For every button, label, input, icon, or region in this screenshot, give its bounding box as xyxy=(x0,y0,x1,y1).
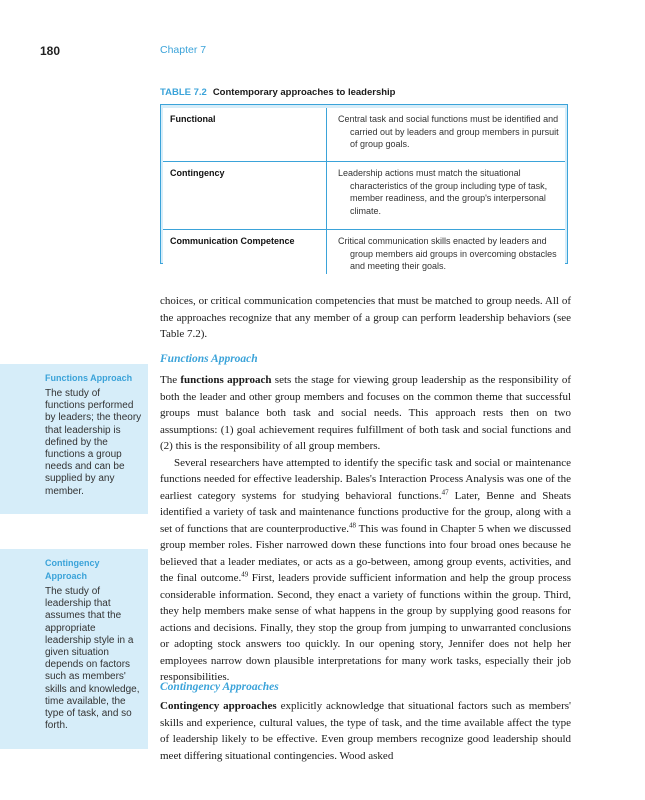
key-term-functions-approach: functions approach xyxy=(180,374,272,386)
reference-48: 48 xyxy=(349,520,356,529)
reference-47: 47 xyxy=(441,487,449,496)
text-run: First, leaders provide sufficient information and help the group process considerable information. Second, they enact a variety of functions within the group. Third, they help members make sense of what happens in the group by supplying good reasons for actions and decisions. Finally, they stop the group from jumping to unwarranted conclusions or adopting stock answers too quickly. In our opening story, Jennifer does not help her employees narrow down plausible interpretations for many work tasks, especially their job responsibilities. xyxy=(160,572,571,683)
text-run: The xyxy=(160,374,181,386)
leadership-approaches-table xyxy=(160,104,568,271)
text-run: explicitly acknowledge that situational factors such as members' skills and experience, cultural values, the type of task, and the time available affect the type of leadership likely to be effective. Even group members recognize good leadership should meet differing situational contingencies. Wood asked xyxy=(160,700,571,762)
functions-approach-body xyxy=(160,372,571,686)
intro-text: choices, or critical communication competencies that must be matched to group needs. All of the approaches recognize that any member of a group can perform leadership behaviors (see Table 7.2). xyxy=(160,295,571,340)
table-definition-contingency: Leadership actions must match the situational characteristics of the group including type of task, member readiness, and the group's interpersonal climate. xyxy=(338,168,548,216)
table-title: Contemporary approaches to leadership xyxy=(212,87,396,98)
text-run: sets the stage for viewing group leadership as the responsibility of both the leader and other group members and focuses on the common theme that successful groups must balance both task and social needs. This approach rests then on two assumptions: (1) goal achievement requires fulfillment of both task and social functions and (2) this is the responsibility of all group members. xyxy=(160,374,571,452)
glossary-definition: The study of functions performed by leaders; the theory that leadership is defined by the functions a group needs and can be supplied by any member. xyxy=(45,388,142,497)
table-row xyxy=(163,108,565,162)
glossary-definition: The study of leadership that assumes that the appropriate leadership style in a given situation depends on factors such as members' skills and knowledge, time available, the type of task, and so forth. xyxy=(45,586,140,732)
table-definition-communication-competence: Critical communication skills enacted by leaders and group members aid groups in overcoming obstacles and meeting their goals. xyxy=(338,236,557,271)
text-run: Several researchers have attempted to identify the specific task and social or maintenance functions needed for effective leadership. Bales's Interaction Process Analysis was one of the earliest category systems for studying behavioral functions. xyxy=(160,456,571,502)
table-definition xyxy=(327,108,566,162)
contingency-paragraph-1 xyxy=(160,698,571,764)
key-term-contingency-approaches: Contingency approaches xyxy=(160,700,277,712)
glossary-contingency-approach xyxy=(0,549,148,749)
text-run: This was found in Chapter 5 when we discussed group member roles. Fisher narrowed down these functions into four broad ones because he believed that a leader mediates, or acts as a go-between, among group events, activities, and the final outcome. xyxy=(160,522,571,584)
glossary-term: Contingency Approach xyxy=(45,558,100,581)
table-term-functional: Functional xyxy=(163,108,327,162)
table-term-contingency: Contingency xyxy=(163,162,327,230)
table-row xyxy=(163,230,565,275)
table-row xyxy=(163,162,565,230)
reference-49: 49 xyxy=(241,570,249,579)
table-definition-functional: Central task and social functions must be identified and carried out by leaders and group members in pursuit of group goals. xyxy=(338,114,559,149)
table-caption xyxy=(160,87,395,98)
table-definition xyxy=(327,162,566,230)
functions-paragraph-2 xyxy=(160,455,571,686)
contingency-approaches-heading: Contingency Approaches xyxy=(160,681,279,693)
table-number: TABLE 7.2 xyxy=(160,87,207,98)
glossary-term: Functions Approach xyxy=(45,373,133,383)
chapter-label: Chapter 7 xyxy=(160,44,207,56)
text-run: Later, Benne and Sheats identified a variety of task and maintenance functions productive for the group, along with a set of functions that are counterproductive. xyxy=(160,489,572,535)
table-definition xyxy=(327,230,566,275)
intro-paragraph xyxy=(160,293,571,343)
glossary-functions-approach xyxy=(0,364,148,514)
functions-paragraph-1 xyxy=(160,372,571,455)
contingency-approaches-body xyxy=(160,698,571,764)
functions-approach-heading: Functions Approach xyxy=(160,353,258,365)
page-number: 180 xyxy=(40,44,61,58)
table-term-communication-competence: Communication Competence xyxy=(163,230,327,275)
